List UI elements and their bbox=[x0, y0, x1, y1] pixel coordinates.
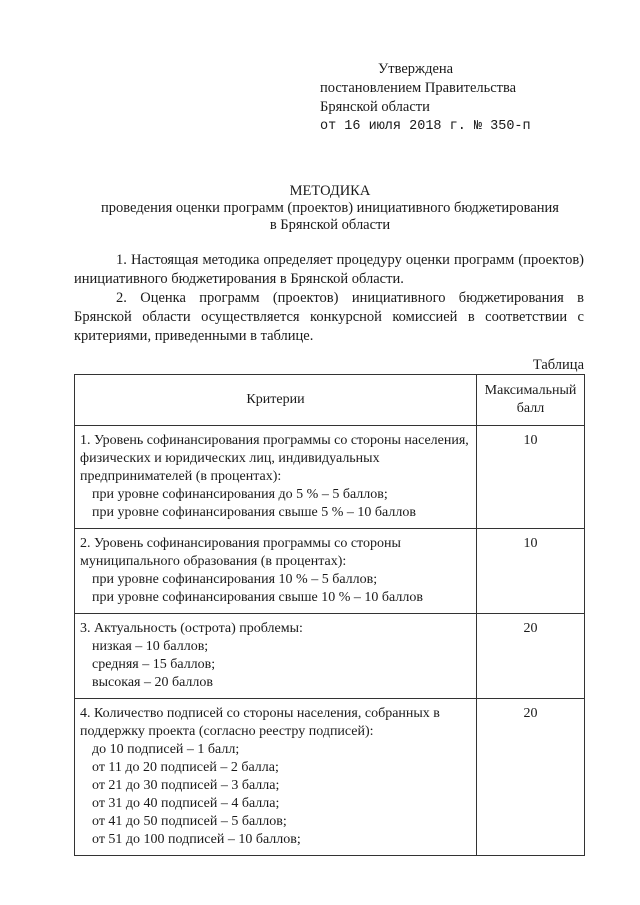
score-cell: 10 bbox=[477, 529, 585, 614]
score-cell: 20 bbox=[477, 614, 585, 699]
criterion-item: от 31 до 40 подписей – 4 балла; bbox=[92, 796, 280, 811]
title-subtitle-line1: проведения оценки программ (проектов) инициативного бюджетирования bbox=[101, 200, 559, 216]
approval-line-region: Брянской области bbox=[320, 99, 430, 115]
table-header-row bbox=[75, 375, 585, 426]
criterion-cell bbox=[75, 529, 477, 614]
approval-line-resolution: постановлением Правительства bbox=[320, 80, 517, 96]
body-text bbox=[74, 251, 584, 346]
table-caption: Таблица bbox=[532, 357, 584, 373]
criteria-table bbox=[74, 374, 585, 856]
paragraph-1: 1. Настоящая методика определяет процедуру оценки программ (проектов) инициативного бюджетирования в Брянской области. bbox=[74, 252, 584, 287]
approval-block bbox=[320, 60, 620, 136]
criterion-item: при уровне софинансирования 10 % – 5 баллов; bbox=[92, 572, 378, 587]
criterion-item: от 21 до 30 подписей – 3 балла; bbox=[92, 778, 280, 793]
table-row bbox=[75, 614, 585, 699]
title-heading: МЕТОДИКА bbox=[289, 183, 371, 199]
criterion-item: от 51 до 100 подписей – 10 баллов; bbox=[92, 832, 301, 847]
criterion-title: 4. Количество подписей со стороны населения, собранных в поддержку проекта (согласно реестру подписей): bbox=[80, 706, 440, 739]
document-title bbox=[60, 183, 600, 234]
header-max-score: Максимальный балл bbox=[477, 375, 585, 426]
criterion-title: 2. Уровень софинансирования программы со стороны муниципального образования (в процентах): bbox=[80, 536, 401, 569]
approval-line-date-number: от 16 июля 2018 г. № 350-п bbox=[320, 119, 531, 134]
criterion-item: низкая – 10 баллов; bbox=[92, 639, 209, 654]
score-cell: 10 bbox=[477, 426, 585, 529]
criterion-item: при уровне софинансирования свыше 5 % – 10 баллов bbox=[92, 505, 416, 520]
criterion-title: 1. Уровень софинансирования программы со стороны населения, физических и юридических лиц, индивидуальных предпринимателей (в процентах): bbox=[80, 433, 469, 484]
title-subtitle-line2: в Брянской области bbox=[269, 217, 391, 233]
score-cell: 20 bbox=[477, 699, 585, 856]
criterion-item: средняя – 15 баллов; bbox=[92, 657, 216, 672]
header-criteria: Критерии bbox=[75, 375, 477, 426]
paragraph-2: 2. Оценка программ (проектов) инициативного бюджетирования в Брянской области осуществляется конкурсной комиссией в соответствии с критериями, приведенными в таблице. bbox=[74, 290, 584, 344]
criterion-item: до 10 подписей – 1 балл; bbox=[92, 742, 240, 757]
criterion-item: высокая – 20 баллов bbox=[92, 675, 214, 690]
criterion-cell bbox=[75, 426, 477, 529]
table-row bbox=[75, 426, 585, 529]
table-row bbox=[75, 529, 585, 614]
criterion-item: от 11 до 20 подписей – 2 балла; bbox=[92, 760, 279, 775]
criterion-item: от 41 до 50 подписей – 5 баллов; bbox=[92, 814, 287, 829]
table-row bbox=[75, 699, 585, 856]
criterion-item: при уровне софинансирования свыше 10 % – 10 баллов bbox=[92, 590, 423, 605]
criterion-cell bbox=[75, 699, 477, 856]
criterion-title: 3. Актуальность (острота) проблемы: bbox=[80, 621, 303, 636]
criterion-cell bbox=[75, 614, 477, 699]
criterion-item: при уровне софинансирования до 5 % – 5 баллов; bbox=[92, 487, 388, 502]
approval-line-approved: Утверждена bbox=[378, 61, 454, 77]
